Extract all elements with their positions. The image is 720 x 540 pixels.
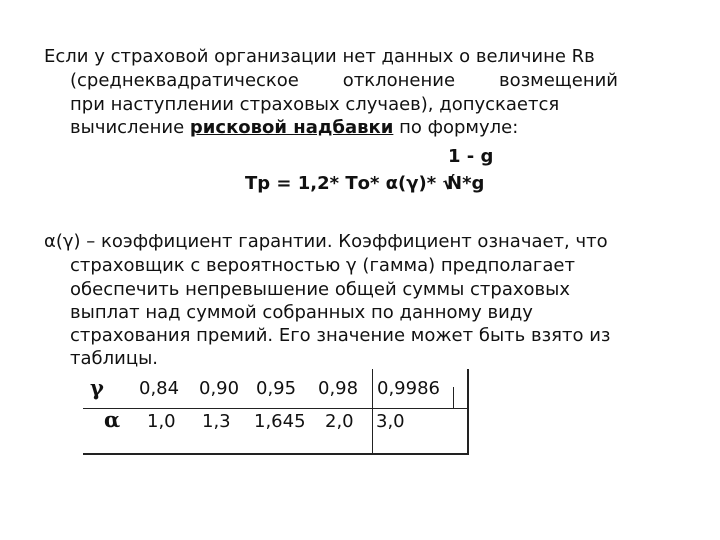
table-symbol-alpha: α bbox=[104, 407, 121, 432]
formula-denominator: N*g bbox=[447, 173, 485, 194]
table-column-divider bbox=[372, 369, 373, 453]
intro-line-4-text-b: по формуле: bbox=[393, 117, 519, 138]
intro-line-4-text-a: вычисление bbox=[70, 117, 190, 138]
table-cell: 2,0 bbox=[325, 411, 354, 432]
intro-line-2: (среднеквадратическое отклонение возмещений bbox=[70, 70, 618, 91]
table-cell: 0,95 bbox=[256, 378, 297, 399]
explanation-line-5: страхования премий. Его значение может быть взято из bbox=[70, 325, 611, 346]
explanation-line-2: страховщик с вероятностью γ (гамма) предполагает bbox=[70, 255, 575, 276]
table-cell: 0,9986 bbox=[377, 378, 440, 399]
term-risk-loading: рисковой надбавки bbox=[189, 117, 394, 138]
intro-line-4 bbox=[70, 117, 518, 139]
table-cell: 0,98 bbox=[318, 378, 359, 399]
formula-numerator: 1 - g bbox=[448, 146, 494, 167]
formula-main: Тр = 1,2* То* α(γ)* √ bbox=[245, 173, 455, 194]
explanation-line-4: выплат над суммой собранных по данному виду bbox=[70, 302, 533, 323]
table-column-divider bbox=[453, 387, 454, 408]
table-cell: 1,3 bbox=[202, 411, 231, 432]
intro-line-1-text: Если у страховой организации нет данных о величине R bbox=[44, 46, 585, 67]
table-cell: 1,645 bbox=[254, 411, 306, 432]
table-symbol-gamma: γ bbox=[90, 375, 104, 400]
intro-line-1 bbox=[44, 46, 595, 68]
explanation-line-6: таблицы. bbox=[70, 348, 159, 369]
table-cell: 0,90 bbox=[199, 378, 240, 399]
table-cell: 3,0 bbox=[376, 411, 405, 432]
intro-line-1-subscript: в bbox=[584, 46, 595, 67]
explanation-line-1: α(γ) – коэффициент гарантии. Коэффициент означает, что bbox=[44, 231, 608, 252]
intro-line-3: при наступлении страховых случаев), допускается bbox=[70, 94, 560, 115]
table-row-divider bbox=[83, 408, 467, 409]
table-cell: 0,84 bbox=[139, 378, 180, 399]
explanation-line-3: обеспечить непревышение общей суммы страховых bbox=[70, 279, 570, 300]
table-cell: 1,0 bbox=[147, 411, 176, 432]
